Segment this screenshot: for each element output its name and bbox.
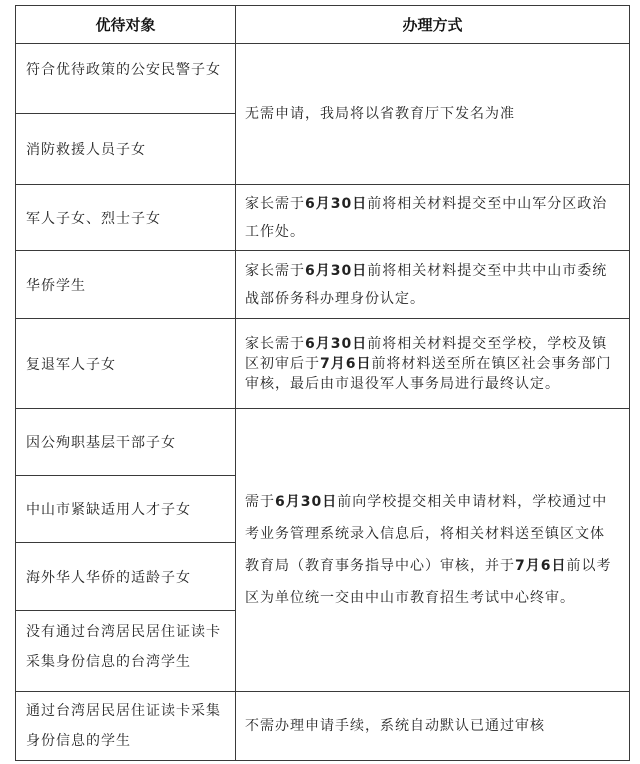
header-target: [16, 6, 235, 43]
method-text: 家长需于6月30日前将相关材料提交至中山军分区政治工作处。: [245, 195, 608, 240]
method-text: 不需办理申请手续，系统自动默认已通过审核: [245, 718, 545, 734]
target-text: 通过台湾居民居住证读卡采集身份信息的学生: [26, 703, 221, 749]
method-cell: [236, 44, 629, 184]
target-text: 符合优待政策的公安民警子女: [26, 62, 221, 78]
method-cell: [236, 692, 629, 760]
target-text: 中山市紧缺适用人才子女: [26, 502, 191, 518]
header-method-label: 办理方式: [402, 16, 463, 34]
method-text: 需于6月30日前向学校提交相关申请材料，学校通过中考业务管理系统录入信息后，将相关材料送至镇区文体教育局（教育事务指导中心）审核，并于7月6日前以考区为单位统一交由中山市教育招生考试中心终审。: [245, 494, 612, 606]
target-cell: [16, 44, 235, 113]
target-text: 没有通过台湾居民居住证读卡采集身份信息的台湾学生: [26, 624, 221, 670]
method-text: 家长需于6月30日前将相关材料提交至中共中山市委统战部侨务科办理身份认定。: [245, 262, 608, 307]
method-text: 无需申请，我局将以省教育厅下发名为准: [245, 106, 515, 122]
target-cell: [16, 476, 235, 542]
method-text: 家长需于6月30日前将相关材料提交至学校，学校及镇区初审后于7月6日前将材料送至所在镇区社会事务部门审核，最后由市退役军人事务局进行最终认定。: [245, 335, 612, 392]
method-cell: [236, 319, 629, 408]
header-method: [236, 6, 629, 43]
target-cell: [16, 185, 235, 250]
target-cell: [16, 409, 235, 475]
target-text: 军人子女、烈士子女: [26, 210, 161, 227]
method-cell: [236, 251, 629, 318]
method-cell: [236, 409, 629, 691]
header-target-label: 优待对象: [95, 16, 156, 34]
target-text: 华侨学生: [26, 277, 86, 294]
target-text: 因公殉职基层干部子女: [26, 435, 176, 451]
target-cell: [16, 114, 235, 184]
target-text: 海外华人华侨的适龄子女: [26, 569, 191, 586]
row-divider: [15, 760, 630, 761]
target-cell: [16, 251, 235, 318]
target-text: 复退军人子女: [26, 356, 116, 373]
target-cell: [16, 692, 235, 760]
target-cell: [16, 543, 235, 610]
target-cell: [16, 319, 235, 408]
method-cell: [236, 185, 629, 250]
target-cell: [16, 611, 235, 691]
target-text: 消防救援人员子女: [26, 142, 146, 158]
table-border-right: [629, 5, 630, 761]
